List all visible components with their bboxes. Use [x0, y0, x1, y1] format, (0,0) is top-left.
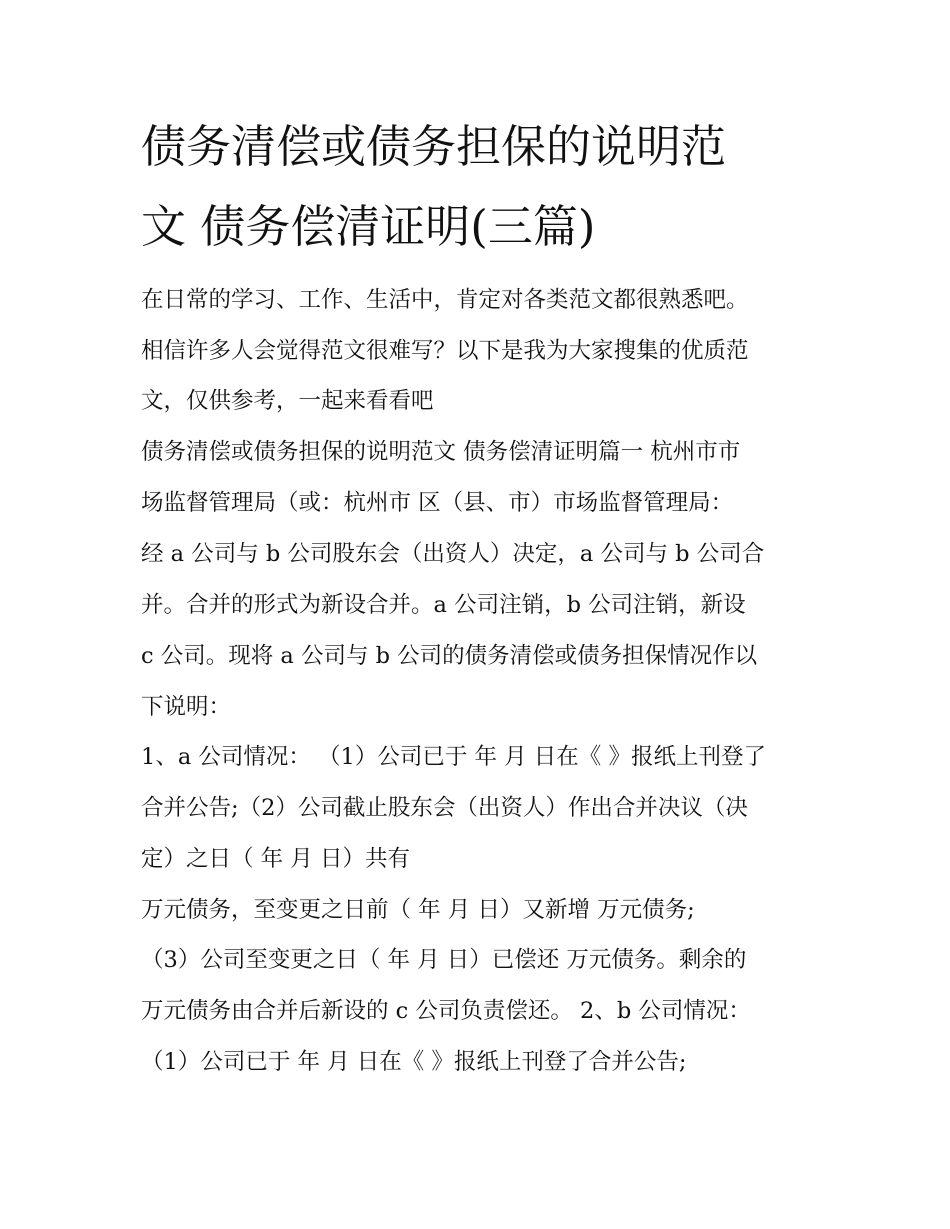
- body-line-4: 债务清偿或债务担保的说明范文 债务偿清证明篇一 杭州市市: [141, 439, 741, 465]
- body-line-16: （1）公司已于 年 月 日在《 》报纸上刊登了合并公告;: [141, 1049, 687, 1075]
- body-line-5: 场监督管理局（或：杭州市 区（县、市）市场监督管理局：: [141, 490, 734, 516]
- body-line-10: 1、a 公司情况： （1）公司已于 年 月 日在《 》报纸上刊登了: [141, 744, 766, 770]
- body-line-11: 合并公告;（2）公司截止股东会（出资人）作出合并决议（决: [141, 795, 748, 821]
- body-line-13: 万元债务，至变更之日前（ 年 月 日）又新增 万元债务;: [141, 897, 695, 923]
- body-line-14: （3）公司至变更之日（ 年 月 日）已偿还 万元债务。剩余的: [141, 947, 747, 973]
- body-line-2: 相信许多人会觉得范文很难写？以下是我为大家搜集的优质范: [141, 338, 749, 364]
- body-line-9: 下说明：: [141, 694, 232, 720]
- body-line-3: 文，仅供参考，一起来看看吧: [141, 388, 434, 414]
- document-title-line-2: 文 债务偿清证明(三篇): [141, 200, 596, 253]
- body-line-6: 经 a 公司与 b 公司股东会（出资人）决定，a 公司与 b 公司合: [141, 541, 765, 567]
- body-line-7: 并。合并的形式为新设合并。a 公司注销，b 公司注销，新设: [141, 592, 746, 618]
- body-line-15: 万元债务由合并后新设的 c 公司负责偿还。 2、b 公司情况：: [141, 998, 751, 1024]
- document-title-line-1: 债务清偿或债务担保的说明范: [141, 120, 727, 173]
- body-line-1: 在日常的学习、工作、生活中，肯定对各类范文都很熟悉吧。: [141, 287, 749, 313]
- body-line-8: c 公司。现将 a 公司与 b 公司的债务清偿或债务担保情况作以: [141, 643, 758, 669]
- body-line-12: 定）之日（ 年 月 日）共有: [141, 846, 410, 872]
